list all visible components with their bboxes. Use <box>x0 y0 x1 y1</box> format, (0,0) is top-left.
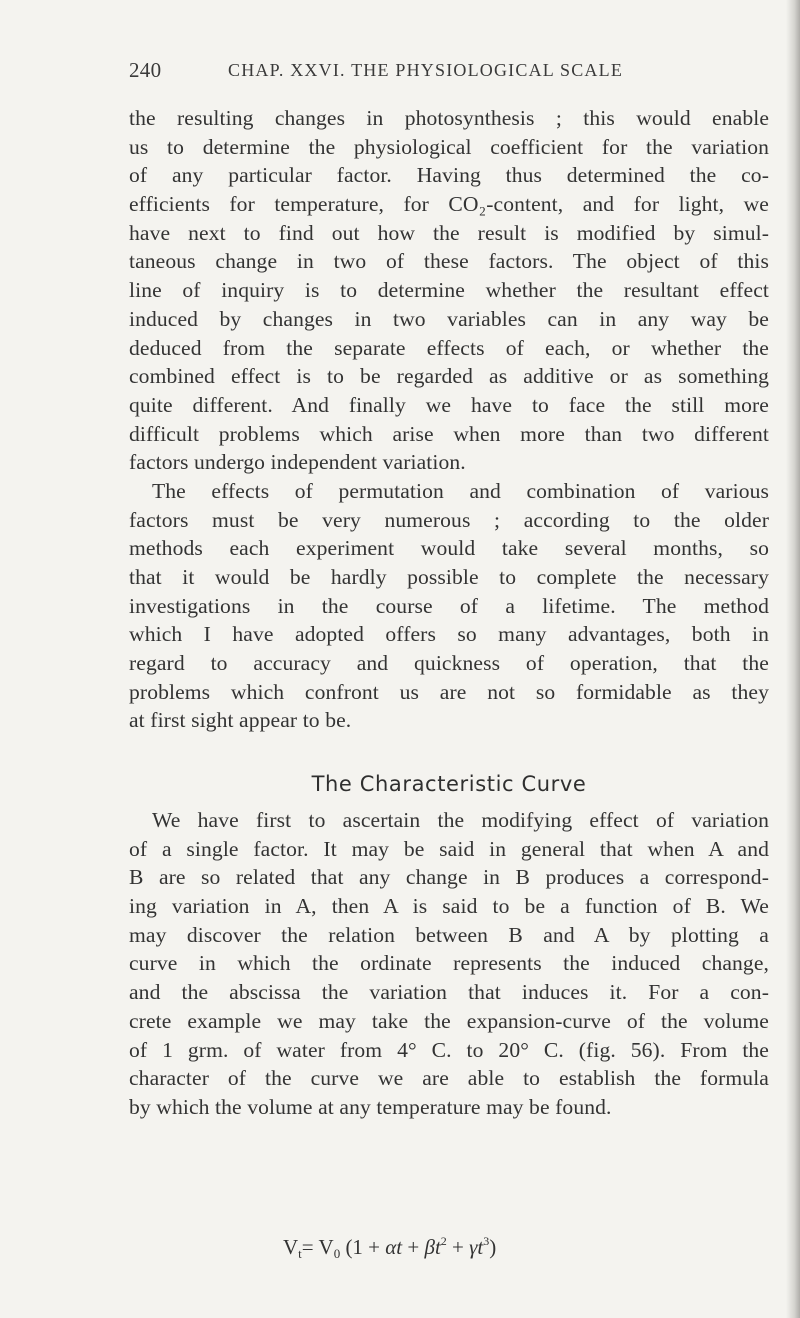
text-line: ing variation in A, then A is said to be a function of B. We <box>129 894 769 919</box>
page-number: 240 <box>129 58 162 82</box>
text-line: the resulting changes in photosynthesis ; this would enable <box>129 106 769 130</box>
volume-formula <box>283 1234 496 1262</box>
text-line: deduced from the separate effects of each, or whether the <box>129 335 769 360</box>
text-line: at first sight appear to be. <box>129 708 352 733</box>
text-line: character of the curve we are able to establish the formula <box>129 1066 769 1091</box>
text-line: of 1 grm. of water from 4° C. to 20° C. (fig. 56). From the <box>129 1037 769 1062</box>
text-line: regard to accuracy and quickness of operation, that the <box>129 651 769 676</box>
text-line: problems which confront us are not so formidable as they <box>129 679 769 704</box>
text-line: crete example we may take the expansion-curve of the volume <box>129 1008 769 1033</box>
text-line: B are so related that any change in B produces a correspond- <box>129 865 769 890</box>
formula-term-beta: βt <box>424 1235 441 1259</box>
text-line: may discover the relation between B and A by plotting a <box>129 922 769 947</box>
formula-v-subscript: 0 <box>333 1246 341 1261</box>
text-line: difficult problems which arise when more than two different <box>129 421 769 446</box>
formula-term-gamma: γt <box>469 1235 484 1259</box>
formula-term-alpha: αt <box>385 1235 403 1259</box>
text-line: The effects of permutation and combination of various <box>152 478 769 503</box>
formula-gamma-exponent: 3 <box>483 1234 490 1248</box>
formula-plus: + <box>446 1235 470 1259</box>
formula-beta-exponent: 2 <box>440 1234 447 1248</box>
text-line: methods each experiment would take several months, so <box>129 536 769 561</box>
text-line: curve in which the ordinate represents the induced change, <box>129 951 769 976</box>
text-line: induced by changes in two variables can in any way be <box>129 306 769 331</box>
formula-plus: + <box>402 1235 425 1259</box>
text-line: taneous change in two of these factors. The object of this <box>129 249 769 274</box>
text-line: factors undergo independent variation. <box>129 450 466 475</box>
text-line: of any particular factor. Having thus determined the co- <box>129 163 769 188</box>
text-line: by which the volume at any temperature may be found. <box>129 1094 612 1119</box>
text-line: investigations in the course of a lifetime. The method <box>129 593 769 618</box>
text-line: that it would be hardly possible to complete the necessary <box>129 565 769 589</box>
text-line: line of inquiry is to determine whether the resultant effect <box>129 278 769 303</box>
formula-lhs: V <box>283 1235 299 1259</box>
text-line: factors must be very numerous ; according to the older <box>129 507 769 532</box>
formula-lhs-subscript: t <box>298 1246 302 1261</box>
text-line: which I have adopted offers so many advantages, both in <box>129 622 769 647</box>
text-line: of a single factor. It may be said in general that when A and <box>129 836 769 861</box>
paragraph-characteristic-curve <box>129 806 769 1122</box>
page-header <box>129 58 759 90</box>
text-line: have next to find out how the result is modified by simul- <box>129 220 769 245</box>
text-line: We have first to ascertain the modifying effect of variation <box>152 808 769 832</box>
text-line: and the abscissa the variation that induces it. For a con- <box>129 980 769 1005</box>
text-line: efficients for temperature, for CO₂-content, and for light, we <box>129 192 769 217</box>
text-line: combined effect is to be regarded as additive or as something <box>129 364 769 389</box>
formula-open: (1 + <box>345 1235 386 1259</box>
section-heading: The Characteristic Curve <box>311 772 587 796</box>
formula-close: ) <box>489 1235 497 1259</box>
text-line: quite different. And finally we have to face the still more <box>129 392 769 417</box>
text-line: us to determine the physiological coefficient for the variation <box>129 134 769 159</box>
page-edge-shadow <box>786 0 800 1318</box>
formula-equals: = V <box>301 1235 334 1259</box>
paragraph-photosynthesis <box>129 104 769 735</box>
running-head: CHAP. XXVI. THE PHYSIOLOGICAL SCALE <box>228 60 624 80</box>
